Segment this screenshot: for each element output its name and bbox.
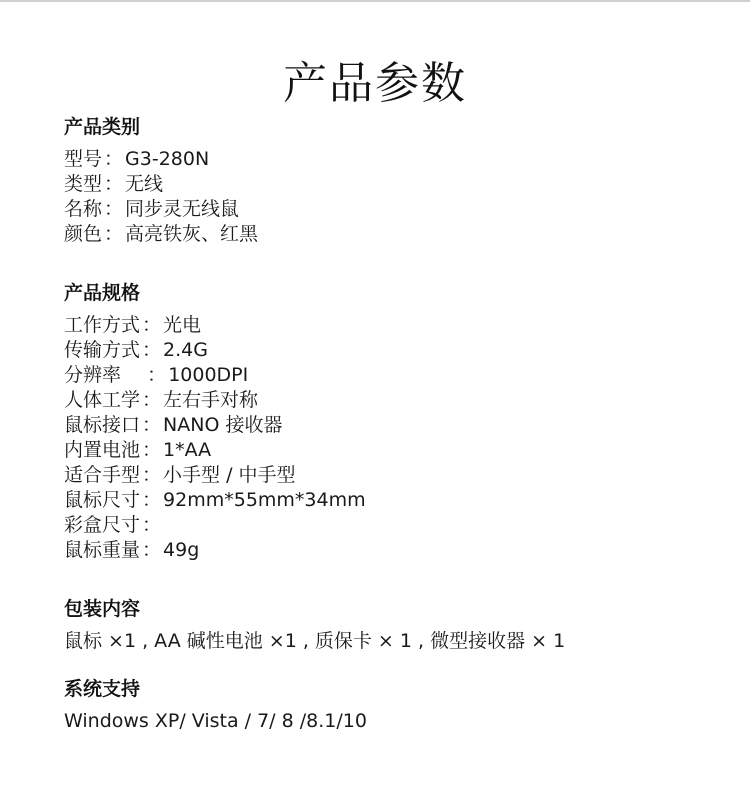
spec-value: 同步灵无线鼠: [125, 198, 240, 220]
spec-row-mouse-size: [64, 488, 724, 513]
spec-separator: ：: [104, 223, 124, 245]
spec-value: NANO 接收器: [163, 414, 283, 436]
spec-value: 49g: [163, 539, 200, 561]
spec-separator: ：: [142, 439, 162, 461]
spec-row-working-mode: [64, 313, 724, 338]
spec-value: 左右手对称: [163, 389, 259, 411]
spec-label: 鼠标接口: [64, 414, 141, 436]
spec-separator: ：: [123, 364, 167, 386]
spec-separator: ：: [104, 198, 124, 220]
spec-value: G3-280N: [125, 148, 210, 170]
spec-value: 高亮铁灰、红黑: [125, 223, 259, 245]
spec-label: 彩盒尺寸: [64, 514, 141, 536]
page-title: 产品参数: [283, 58, 467, 109]
spec-value: 光电: [163, 314, 202, 336]
spec-row-weight: [64, 538, 724, 563]
spec-value: 2.4G: [163, 339, 208, 361]
spec-list: [64, 313, 724, 563]
spec-label: 内置电池: [64, 439, 141, 461]
spec-value: 1*AA: [163, 439, 212, 461]
spec-row-type: [64, 172, 724, 197]
spec-row-resolution: [64, 363, 724, 388]
spec-separator: ：: [142, 489, 162, 511]
spec-label: 鼠标重量: [64, 539, 141, 561]
section-product-spec: [64, 280, 724, 563]
top-divider: [0, 0, 750, 2]
spec-row-transmission: [64, 338, 724, 363]
spec-label: 适合手型: [64, 464, 141, 486]
spec-label: 人体工学: [64, 389, 141, 411]
section-heading: 包装内容: [64, 598, 141, 620]
spec-separator: ：: [142, 339, 162, 361]
section-system-support: [64, 676, 724, 734]
spec-label: 型号: [64, 148, 103, 170]
section-package-contents: [64, 596, 724, 654]
section-product-category: [64, 114, 724, 247]
spec-value: 小手型 / 中手型: [163, 464, 296, 486]
spec-label: 颜色: [64, 223, 103, 245]
system-support-text: Windows XP/ Vista / 7/ 8 /8.1/10: [64, 710, 367, 732]
spec-row-interface: [64, 413, 724, 438]
spec-row-ergonomics: [64, 388, 724, 413]
spec-separator: ：: [104, 173, 124, 195]
spec-label: 分辨率: [64, 364, 122, 386]
spec-label: 鼠标尺寸: [64, 489, 141, 511]
spec-list: [64, 147, 724, 247]
package-contents-text: 鼠标 ×1 , AA 碱性电池 ×1 , 质保卡 × 1 , 微型接收器 × 1: [64, 630, 566, 652]
spec-row-hand-size: [64, 463, 724, 488]
spec-separator: ：: [142, 314, 162, 336]
section-heading: 产品类别: [64, 116, 141, 138]
spec-label: 传输方式: [64, 339, 141, 361]
spec-row-color: [64, 222, 724, 247]
spec-row-name: [64, 197, 724, 222]
spec-separator: ：: [142, 464, 162, 486]
spec-row-box-size: [64, 513, 724, 538]
spec-separator: ：: [142, 514, 162, 536]
spec-separator: ：: [142, 389, 162, 411]
section-heading: 产品规格: [64, 282, 141, 304]
spec-row-model: [64, 147, 724, 172]
spec-row-battery: [64, 438, 724, 463]
spec-value: 92mm*55mm*34mm: [163, 489, 366, 511]
spec-separator: ：: [104, 148, 124, 170]
spec-label: 名称: [64, 198, 103, 220]
spec-label: 类型: [64, 173, 103, 195]
spec-value: 1000DPI: [168, 364, 249, 386]
section-heading: 系统支持: [64, 678, 141, 700]
spec-value: 无线: [125, 173, 164, 195]
spec-separator: ：: [142, 539, 162, 561]
spec-separator: ：: [142, 414, 162, 436]
spec-label: 工作方式: [64, 314, 141, 336]
